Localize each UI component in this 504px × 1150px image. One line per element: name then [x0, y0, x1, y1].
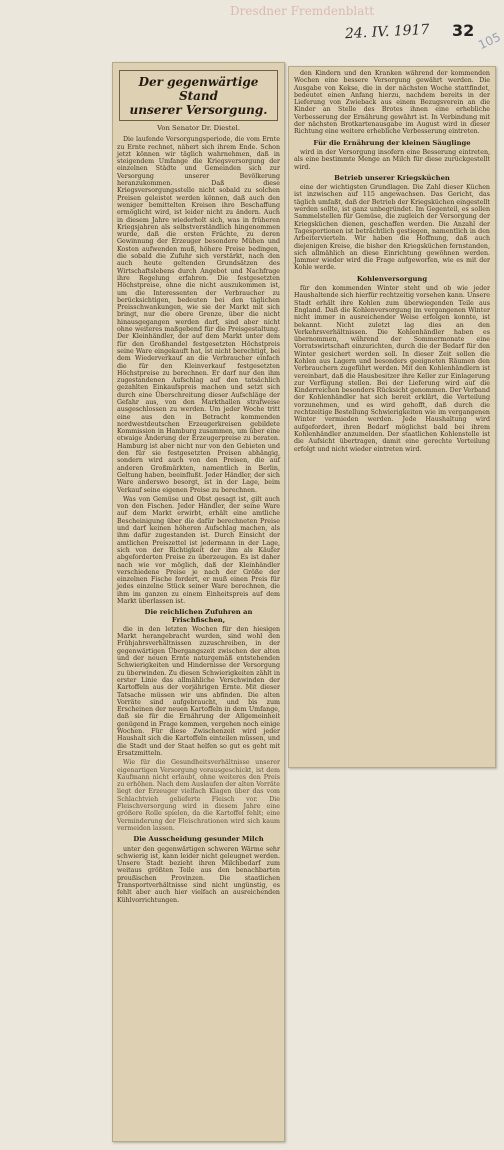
article-title-line-2: unserer Versorgung. [129, 103, 268, 117]
article-paragraph: die in den letzten Wochen für den hiesigen Markt herangebracht wurden, sind wohl den Frühjahrsverhältnissen zuzuschreiben, in der gegenwärtigen Übergangszeit zwischen der alten und der neuen Ernte naturgemäß entstehenden Schwierigkeiten und Hindernisse der Versorgung zu überwinden. Zu diesen Schwierigkeiten zählt in erster Linie das allmähliche Verschwinden der Kartoffeln aus der vorjährigen Ernte. Mit dieser Tatsache müssen wir uns abfinden. Die alten Vorräte sind aufgebraucht, und bis zum Erscheinen der neuen Kartoffeln in dem Umfange, daß sie für die Ernährung der Allgemeinheit genügend in Frage kommen, vergehen noch einige Wochen. Für diese Zwischenzeit wird jeder Haushalt sich die Kartoffeln einteilen müssen, und die Stadt und der Staat helfen so gut es geht mit Ersatzmitteln. [117, 625, 280, 757]
article-paragraph: Wie für die Gesundheitsverhältnisse unserer eigenartigen Versorgung vorausgeschickt, ist dem Kaufmann nicht erlaubt, ohne weiteres den Preis zu erhöhen. Nach dem Auslaufen der alten Vorräte liegt der Erzeuger vielfach Klagen über das vom Schlachtvieh gelieferte Fleisch vor. Die Fleischversorgung wird in diesem Jahre eine größere Rolle spielen, da die Kartoffel fehlt; eine Verminderung der Fleischrationen wird sich kaum vermeiden lassen. [117, 759, 280, 832]
handwritten-page-number: 32 [452, 21, 475, 40]
section-heading-milk: Die Ausscheidung gesunder Milch [133, 835, 264, 844]
article-byline: Von Senator Dr. Diestel. [157, 124, 240, 132]
section-heading-infants: Für die Ernährung der kleinen Säuglinge [313, 138, 471, 147]
section-heading-fish: Die reichlichen Zufuhren an Frischfischen, [144, 608, 253, 624]
handwritten-page-ref: 105 [476, 29, 503, 53]
article-paragraph: für den kommenden Winter steht und ob wie jeder Haushaltende sich hierfür rechtzeitig vorsehen kann. Unsere Stadt erhält ihre Kohlen zum überwiegenden Teile aus England. Daß die Kohlenversorgung im vergangenen Winter nicht immer in ausreichender Weise erfolgen konnte, ist bekannt. Nicht zuletzt lag dies an den Verkehrsverhältnissen. Die Kohlenhändler haben es übernommen, während der Sommermonate eine Vorratswirtschaft einzurichten, durch die der Bedarf für den Winter gesichert werden soll. In dieser Zeit sollen die Kohlen aus Lagern und besonders geeigneten Räumen den Verbrauchern zugeführt werden. Mit den Kohlenhändlern ist vereinbart, daß die Hausbesitzer ihre Keller zur Einlagerung zur Verfügung stellen. Bei der Lieferung wird auf die Kinderreichen besonders Rücksicht genommen. Der Verband der Kohlenhändler hat sich bereit erklärt, die Verteilung vorzunehmen, und es wird gehofft, daß durch die rechtzeitige Bestellung Schwierigkeiten wie im vergangenen Winter vermieden werden. Jede Haushaltung wird aufgefordert, ihren Bedarf möglichst bald bei ihrem Kohlenhändler anzumelden. Der staatlichen Kohlenstelle ist die Aufsicht übertragen, damit eine gerechte Verteilung erfolgt und nicht wieder eintreten wird. [294, 285, 490, 453]
article-column-left [112, 62, 285, 1142]
article-paragraph: Die laufende Versorgungsperiode, die vom Ernte zu Ernte rechnet, nähert sich ihrem Ende. Schon jetzt können wir täglich wahrnehmen, daß in steigendem Umfange die Kriegsversorgung der einzelnen Städte und Gemeinden sich zur Versorgung unserer Bevölkerung heranzukommen. Daß diese Kriegsversorgungsstelle nicht sobald zu solchen Preisen geleistet werden können, daß auch den weniger bemittelten Kreisen ihre Beschaffung ermöglicht wird, ist leider nicht zu ändern. Auch in diesem Jahre wiederholt sich, was in früheren Kriegsjahren als selbstverständlich hingenommen wurde, daß die ersten Früchte, zu deren Gewinnung der Erzeuger besondere Mühen und Kosten aufwenden muß, höhere Preise bedingen, die sobald die Zufuhr sich verstärkt, nach den auch heute geltenden Grundsätzen des Wirtschaftslebens durch Angebot und Nachfrage ihre Regelung erfahren. Die festgesetzten Höchstpreise, ohne die nicht auszukommen ist, um die Interessenten der Verbraucher zu berücksichtigen, bedeuten bei den täglichen Preisschwankungen, wie sie der Markt mit sich bringt, nur die obere Grenze, über die nicht hinausgegangen werden darf, sind aber nicht ohne weiteres maßgebend für die Preisgestaltung. Der Kleinhändler, der auf dem Markt unter dem für den Großhandel festgesetzten Höchstpreis seine Ware eingekauft hat, ist nicht berechtigt, bei dem Wiederverkauf an die Verbraucher einfach die für den Kleinverkauf festgesetzten Höchstpreise zu berechnen. Er darf nur den ihm zugestandenen Aufschlag auf den tatsächlich gezahlten Einkaufspreis machen und setzt sich durch eine Überschreitung dieser Aufschläge der Gefahr aus, von den Markthallen strafweise ausgeschlossen zu werden. Um jeder Woche tritt eine aus den in Betracht kommenden nordwestdeutschen Erzeugerkreisen gebildete Kommission in Hamburg zusammen, um über eine etwaige Änderung der Erzeugerpreise zu beraten. Hamburg ist aber nicht nur von den Gebieten und den für sie festgesetzten Preisen abhängig, sondern wird auch von den Preisen, die auf anderen Großmärkten, namentlich in Berlin, Geltung haben, beeinflußt. Jeder Händler, der sich Ware anderswo besorgt, ist in der Lage, beim Verkauf seine eigenen Preise zu berechnen. [117, 136, 280, 494]
article-paragraph: unter den gegenwärtigen schweren Wärme sehr schwierig ist, kann leider nicht geleugnet werden. Unsere Stadt bezieht ihren Milchbedarf zum weitaus größten Teile aus den benachbarten preußischen Provinzen. Die staatlichen Transportverhältnisse sind nicht ungünstig, es fehlt aber auch hier vielfach an ausreichenden Kühlvorrichtungen. [117, 845, 280, 904]
handwritten-date: 24. IV. 1917 [344, 21, 430, 43]
article-headline-box [119, 70, 278, 121]
article-paragraph: wird in der Versorgung insofern eine Besserung eintreten, als eine bestimmte Menge an Milch für diese zurückgestellt wird. [294, 148, 490, 171]
article-title-line-1: Der gegenwärtige Stand [138, 75, 259, 103]
newspaper-masthead: Dresdner Fremdenblatt [230, 4, 375, 18]
section-heading-coal: Kohlenversorgung [356, 274, 428, 283]
article-paragraph: eine der wichtigsten Grundlagen. Die Zahl dieser Küchen ist inzwischen auf 115 angewachsen. Das Gericht, das täglich umfaßt, daß der Betrieb der Kriegsküchen eingestellt werden sollte, ist ganz unbegründet. Im Gegenteil, es sollen Sammelstellen für Gemüse, die zugleich der Versorgung der Kriegsküchen dienen, geschaffen werden. Die Anzahl der Tagesportionen ist beträchtlich gestiegen, namentlich in den Arbeitervierteln. Wir haben die Hoffnung, daß auch diejenigen Kreise, die bisher den Kriegsküchen fernstanden, sich allmählich an diese Einrichtung gewöhnen werden. Jammer wieder wird die Frage aufgeworfen, wie es mit der Kohle werde. [294, 184, 490, 272]
section-heading-war-kitchens: Betrieb unserer Kriegsküchen [334, 173, 450, 182]
article-paragraph: Was von Gemüse und Obst gesagt ist, gilt auch von den Fischen. Jeder Händler, der seine Ware auf dem Markt erwirbt, erhält eine amtliche Bescheinigung über die dafür berechneten Preise und darf keinen höheren Aufschlag machen, als ihm dafür zugestanden ist. Durch Einsicht der amtlichen Preiszettel ist jedermann in der Lage, sich von der Richtigkeit der ihm als Käufer abgeforderten Preise zu überzeugen. Es ist daher nach wie vor möglich, daß der Kleinhändler verschiedene Preise je nach der Größe der einzelnen Fische fordert, er muß einen Preis für jedes einzelne Stück seiner Ware berechnen, die ihm im ganzen zu einem Einheitspreis auf dem Markt überlassen ist. [117, 495, 280, 605]
article-column-right [288, 66, 496, 768]
article-paragraph: den Kindern und den Kranken während der kommenden Wochen eine bessere Versorgung gewährt werden. Die Ausgabe von Kekse, die in der nächsten Woche stattfindet, bedeutet einen Anfang hierzu, nachdem bereits in der Lieferung von Zwieback aus einem Bezugsverein an die Kinder an Stelle des Brotes ihnen eine erhebliche Verbesserung der Ernährung gewährt ist. In Verbindung mit der nächsten Brotkartenausgabe im August wird in dieser Richtung eine weitere erhebliche Verbesserung eintreten. [294, 70, 490, 136]
